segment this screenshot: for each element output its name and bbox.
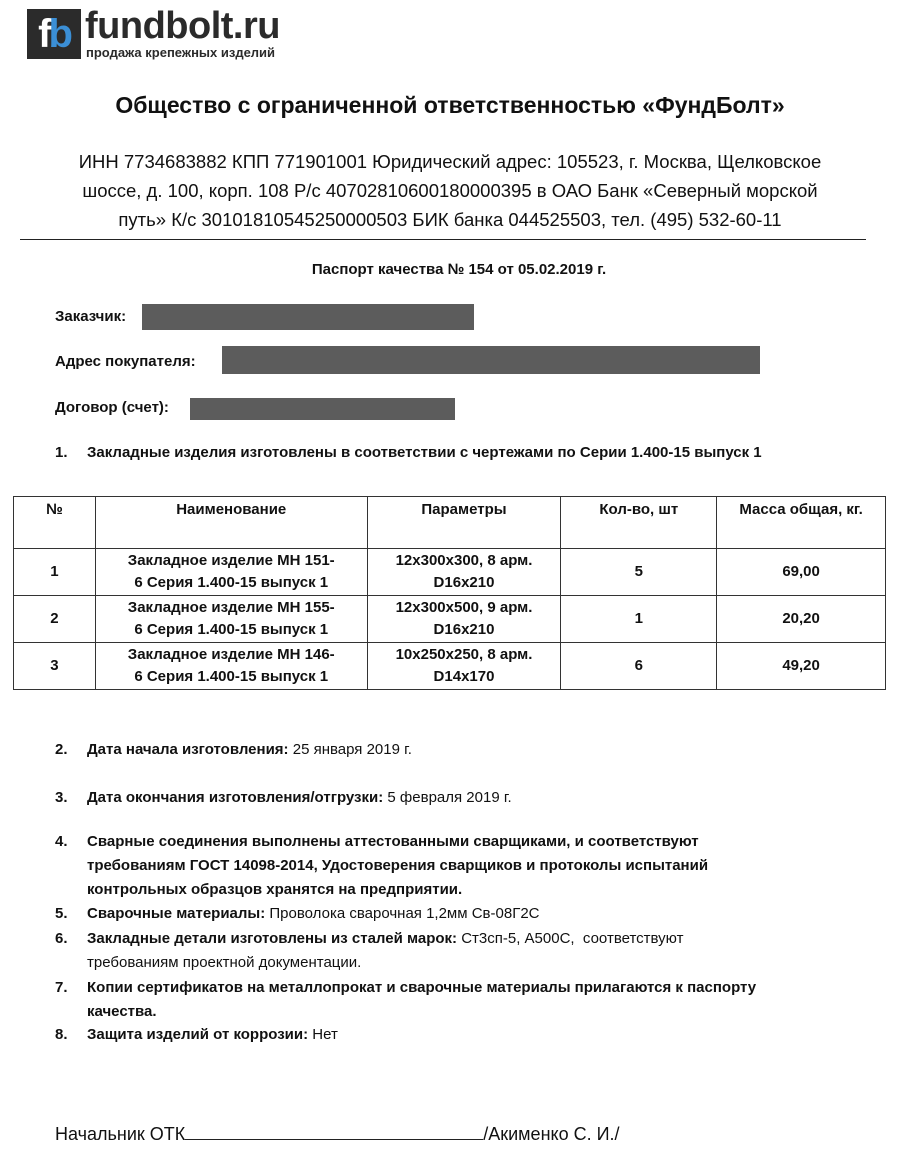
item-number: 5. [55,905,68,922]
cell-num: 1 [14,549,96,596]
cell-name: Закладное изделие МН 146- 6 Серия 1.400-15 выпуск 1 [95,643,367,690]
cell-name: Закладное изделие МН 155- 6 Серия 1.400-15 выпуск 1 [95,596,367,643]
header-mass: Масса общая, кг. [717,497,886,549]
header-qty: Кол-во, шт [561,497,717,549]
address-redaction [222,346,760,374]
table-row [14,549,886,596]
cell-qty: 1 [561,596,717,643]
cell-qty: 5 [561,549,717,596]
cell-mass: 49,20 [717,643,886,690]
item-value: 5 февраля 2019 г. [383,789,512,806]
list-item [55,830,865,902]
item-text: Закладные изделия изготовлены в соответствии с чертежами по Серии 1.400-15 выпуск 1 [87,444,762,461]
signature-role: Начальник ОТК [55,1124,186,1144]
item-label: Сварочные материалы: [87,905,266,922]
header-num: № [14,497,96,549]
item-number: 6. [55,930,68,947]
item-value: Проволока сварочная 1,2мм Св-08Г2С [265,905,540,922]
cell-num: 2 [14,596,96,643]
company-requisites [20,147,880,234]
item-value: Нет [308,1026,338,1043]
cell-name: Закладное изделие МН 151- 6 Серия 1.400-15 выпуск 1 [95,549,367,596]
item-label: Закладные детали изготовлены из сталей марок: [87,930,458,947]
item-number: 4. [55,833,68,850]
item-number: 7. [55,979,68,996]
item-value: 25 января 2019 г. [288,741,412,758]
logo-tagline: продажа крепежных изделий [86,45,276,60]
item-value-continued: требованиям проектной документации. [87,954,362,971]
list-item [55,902,865,926]
item-label: Дата начала изготовления: [87,741,289,758]
list-item [55,1023,865,1047]
address-label: Адрес покупателя: [55,353,196,370]
logo-name: fundbolt.ru [85,5,280,47]
item-number: 3. [55,789,68,806]
list-item [55,738,865,762]
item-text: Копии сертификатов на металлопрокат и сварочные материалы прилагаются к паспорту качества. [87,979,757,1020]
item-label: Дата окончания изготовления/отгрузки: [87,789,384,806]
header-name: Наименование [95,497,367,549]
logo-mark: fb [27,9,81,59]
signature-block [55,1121,620,1145]
table-header-row [14,497,886,549]
list-item [55,976,865,1024]
table-row [14,596,886,643]
item-text: Сварные соединения выполнены аттестованными сварщиками, и соответствуют требованиям ГОСТ 14098-2014, Удостоверения сварщиков и протоколы испытаний контрольных образцов хранятся на предприятии. [87,833,709,898]
company-name: Общество с ограниченной ответственностью «ФундБолт» [115,92,785,118]
item-value: Ст3сп-5, А500С, соответствуют [457,930,684,947]
contract-label: Договор (счет): [55,399,169,416]
cell-num: 3 [14,643,96,690]
contract-redaction [190,398,455,420]
customer-redaction [142,304,474,330]
table-row [14,643,886,690]
cell-params: 12х300х500, 9 арм. D16x210 [367,596,561,643]
cell-mass: 69,00 [717,549,886,596]
list-item [55,441,865,465]
header-divider [20,239,866,240]
item-label: Защита изделий от коррозии: [87,1026,309,1043]
customer-label: Заказчик: [55,308,127,325]
requisites-line: шоссе, д. 100, корп. 108 Р/с 40702810600180000395 в ОАО Банк «Северный морской [82,180,818,201]
cell-params: 10х250х250, 8 арм. D14x170 [367,643,561,690]
item-number: 8. [55,1026,68,1043]
requisites-line: ИНН 7734683882 КПП 771901001 Юридический адрес: 105523, г. Москва, Щелковское [78,151,822,172]
signature-name: /Акименко С. И./ [483,1124,620,1144]
signature-line [185,1121,483,1140]
cell-params: 12х300х300, 8 арм. D16x210 [367,549,561,596]
list-item [55,786,865,810]
item-number: 1. [55,444,68,461]
products-table [13,496,886,690]
cell-mass: 20,20 [717,596,886,643]
item-number: 2. [55,741,68,758]
requisites-line: путь» К/с 30101810545250000503 БИК банка 044525503, тел. (495) 532-60-11 [118,209,782,230]
passport-title: Паспорт качества № 154 от 05.02.2019 г. [311,261,607,278]
cell-qty: 6 [561,643,717,690]
list-item [55,927,865,975]
header-params: Параметры [367,497,561,549]
